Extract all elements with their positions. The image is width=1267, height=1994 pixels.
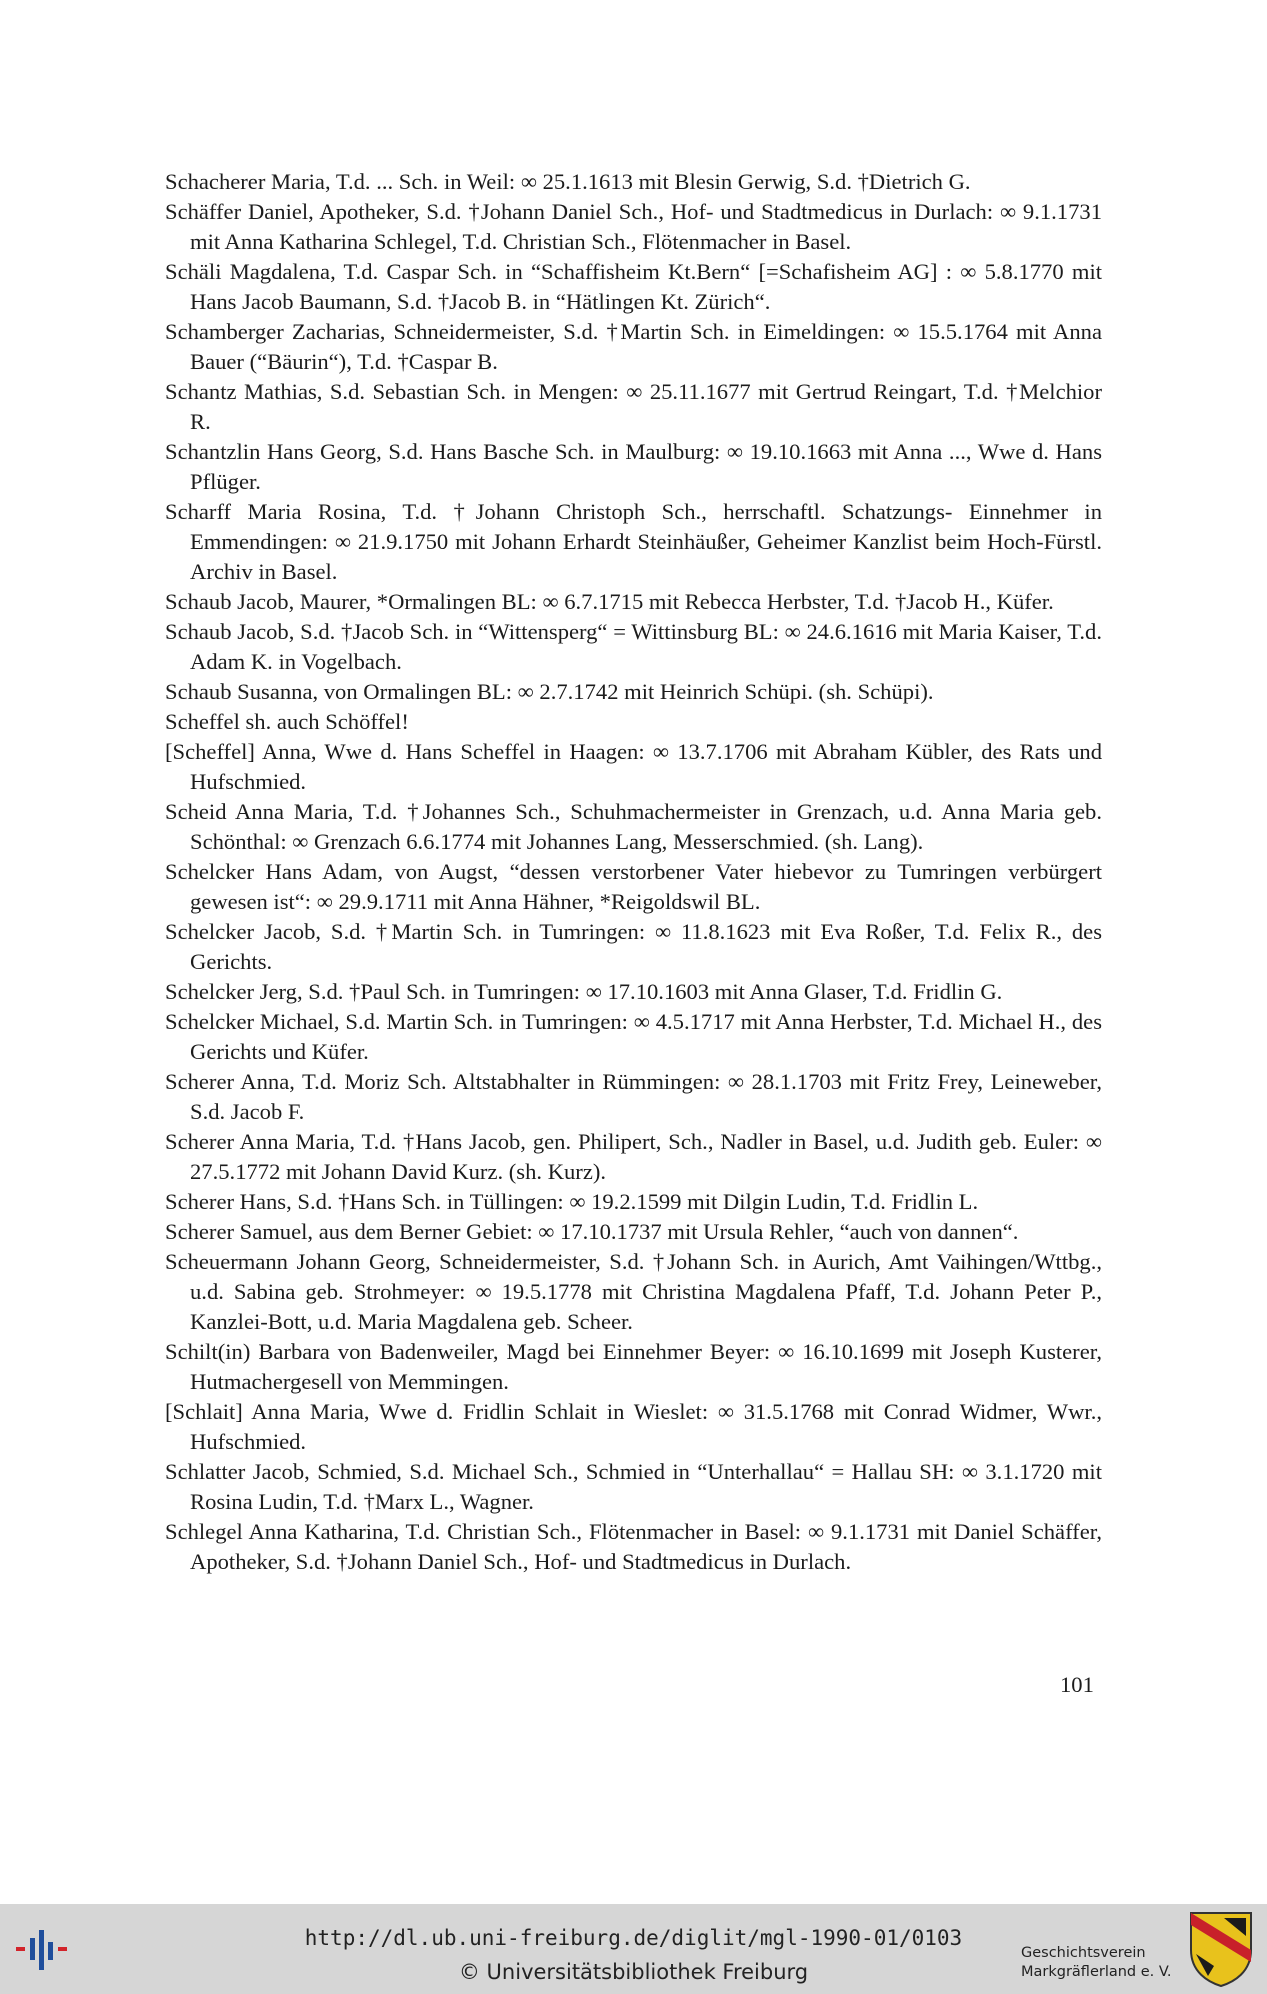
- register-entry: Schelcker Michael, S.d. Martin Sch. in Tumringen: ∞ 4.5.1717 mit Anna Herbster, T.d. Michael H., des Gerichts und Küfer.: [165, 1009, 1102, 1064]
- register-entry: Schelcker Jerg, S.d. †Paul Sch. in Tumringen: ∞ 17.10.1603 mit Anna Glaser, T.d. Fridlin G.: [165, 979, 1003, 1004]
- register-entry: Schaub Jacob, Maurer, *Ormalingen BL: ∞ 6.7.1715 mit Rebecca Herbster, T.d. †Jacob H., Küfer.: [165, 589, 1054, 614]
- register-entry: Scherer Anna Maria, T.d. †Hans Jacob, gen. Philipert, Sch., Nadler in Basel, u.d. Judith geb. Euler: ∞ 27.5.1772 mit Johann David Kurz. (sh. Kurz).: [165, 1129, 1102, 1184]
- register-entry: Schaub Jacob, S.d. †Jacob Sch. in “Wittensperg“ = Wittinsburg BL: ∞ 24.6.1616 mit Maria Kaiser, T.d. Adam K. in Vogelbach.: [165, 619, 1102, 674]
- register-entry: Schelcker Hans Adam, von Augst, “dessen verstorbener Vater hiebevor zu Tumringen verbürgert gewesen ist“: ∞ 29.9.1711 mit Anna Hähner, *Reigoldswil BL.: [165, 859, 1102, 914]
- society-name-line1: Geschichtsverein: [1021, 1945, 1146, 1961]
- register-entry: Schlegel Anna Katharina, T.d. Christian Sch., Flötenmacher in Basel: ∞ 9.1.1731 mit Daniel Schäffer, Apotheker, S.d. †Johann Daniel Sch., Hof- und Stadtmedicus in Durlach.: [165, 1519, 1102, 1574]
- page-number: 101: [1060, 1672, 1094, 1697]
- register-entry: Scheuermann Johann Georg, Schneidermeister, S.d. †Johann Sch. in Aurich, Amt Vaihingen/Wttbg., u.d. Sabina geb. Strohmeyer: ∞ 19.5.1778 mit Christina Magdalena Pfaff, T.d. Johann Peter P., Kanzlei-Bott, u.d. Maria Magdalena geb. Scheer.: [165, 1249, 1102, 1334]
- register-text: [165, 167, 1102, 1577]
- register-entry: Schilt(in) Barbara von Badenweiler, Magd bei Einnehmer Beyer: ∞ 16.10.1699 mit Joseph Kusterer, Hutmachergesell von Memmingen.: [165, 1339, 1102, 1394]
- register-entry: Schantzlin Hans Georg, S.d. Hans Basche Sch. in Maulburg: ∞ 19.10.1663 mit Anna ..., Wwe d. Hans Pflüger.: [165, 439, 1102, 494]
- register-entry: Scheffel sh. auch Schöffel!: [165, 709, 409, 734]
- register-entry: Scheid Anna Maria, T.d. †Johannes Sch., Schuhmachermeister in Grenzach, u.d. Anna Maria geb. Schönthal: ∞ Grenzach 6.6.1774 mit Johannes Lang, Messerschmied. (sh. Lang).: [165, 799, 1102, 854]
- copyright-notice: © Universitätsbibliothek Freiburg: [458, 1960, 809, 1984]
- register-entry: Scherer Hans, S.d. †Hans Sch. in Tüllingen: ∞ 19.2.1599 mit Dilgin Ludin, T.d. Fridlin L.: [165, 1189, 979, 1214]
- society-name-line2: Markgräflerland e. V.: [1021, 1964, 1172, 1980]
- register-entry: Scherer Anna, T.d. Moriz Sch. Altstabhalter in Rümmingen: ∞ 28.1.1703 mit Fritz Frey, Leineweber, S.d. Jacob F.: [165, 1069, 1102, 1124]
- register-entry: Schacherer Maria, T.d. ... Sch. in Weil: ∞ 25.1.1613 mit Blesin Gerwig, S.d. †Dietrich G.: [165, 169, 971, 194]
- society-name: [1021, 1944, 1172, 1982]
- register-entry: Schantz Mathias, S.d. Sebastian Sch. in Mengen: ∞ 25.11.1677 mit Gertrud Reingart, T.d. †Melchior R.: [165, 379, 1102, 434]
- register-entry: Schamberger Zacharias, Schneidermeister, S.d. †Martin Sch. in Eimeldingen: ∞ 15.5.1764 mit Anna Bauer (“Bäurin“), T.d. †Caspar B.: [165, 319, 1102, 374]
- register-entry: [Schlait] Anna Maria, Wwe d. Fridlin Schlait in Wieslet: ∞ 31.5.1768 mit Conrad Widmer, Wwr., Hufschmied.: [165, 1399, 1102, 1454]
- register-entry: Scharff Maria Rosina, T.d. †Johann Christoph Sch., herrschaftl. Schatzungs- Einnehmer in Emmendingen: ∞ 21.9.1750 mit Johann Erhardt Steinhäußer, Geheimer Kanzlist beim Hoch-Fürstl. Archiv in Basel.: [165, 499, 1102, 584]
- register-entry: Schaub Susanna, von Ormalingen BL: ∞ 2.7.1742 mit Heinrich Schüpi. (sh. Schüpi).: [165, 679, 934, 704]
- coat-of-arms-icon: [1188, 1910, 1254, 1988]
- viewer-footer: [0, 1904, 1267, 1994]
- permalink-url[interactable]: http://dl.ub.uni-freiburg.de/diglit/mgl-1990-01/0103: [304, 1926, 963, 1950]
- register-entry: Scherer Samuel, aus dem Berner Gebiet: ∞ 17.10.1737 mit Ursula Rehler, “auch von dannen“.: [165, 1219, 1019, 1244]
- register-entry: [Scheffel] Anna, Wwe d. Hans Scheffel in Haagen: ∞ 13.7.1706 mit Abraham Kübler, des Rats und Hufschmied.: [165, 739, 1102, 794]
- register-entry: Schlatter Jacob, Schmied, S.d. Michael Sch., Schmied in “Unterhallau“ = Hallau SH: ∞ 3.1.1720 mit Rosina Ludin, T.d. †Marx L., Wagner.: [165, 1459, 1102, 1514]
- register-entry: Schäli Magdalena, T.d. Caspar Sch. in “Schaffisheim Kt.Bern“ [=Schafisheim AG] : ∞ 5.8.1770 mit Hans Jacob Baumann, S.d. †Jacob B. in “Hätlingen Kt. Zürich“.: [165, 259, 1102, 314]
- register-entry: Schäffer Daniel, Apotheker, S.d. †Johann Daniel Sch., Hof- und Stadtmedicus in Durlach: ∞ 9.1.1731 mit Anna Katharina Schlegel, T.d. Christian Sch., Flötenmacher in Basel.: [165, 199, 1102, 254]
- register-entry: Schelcker Jacob, S.d. †Martin Sch. in Tumringen: ∞ 11.8.1623 mit Eva Roßer, T.d. Felix R., des Gerichts.: [165, 919, 1102, 974]
